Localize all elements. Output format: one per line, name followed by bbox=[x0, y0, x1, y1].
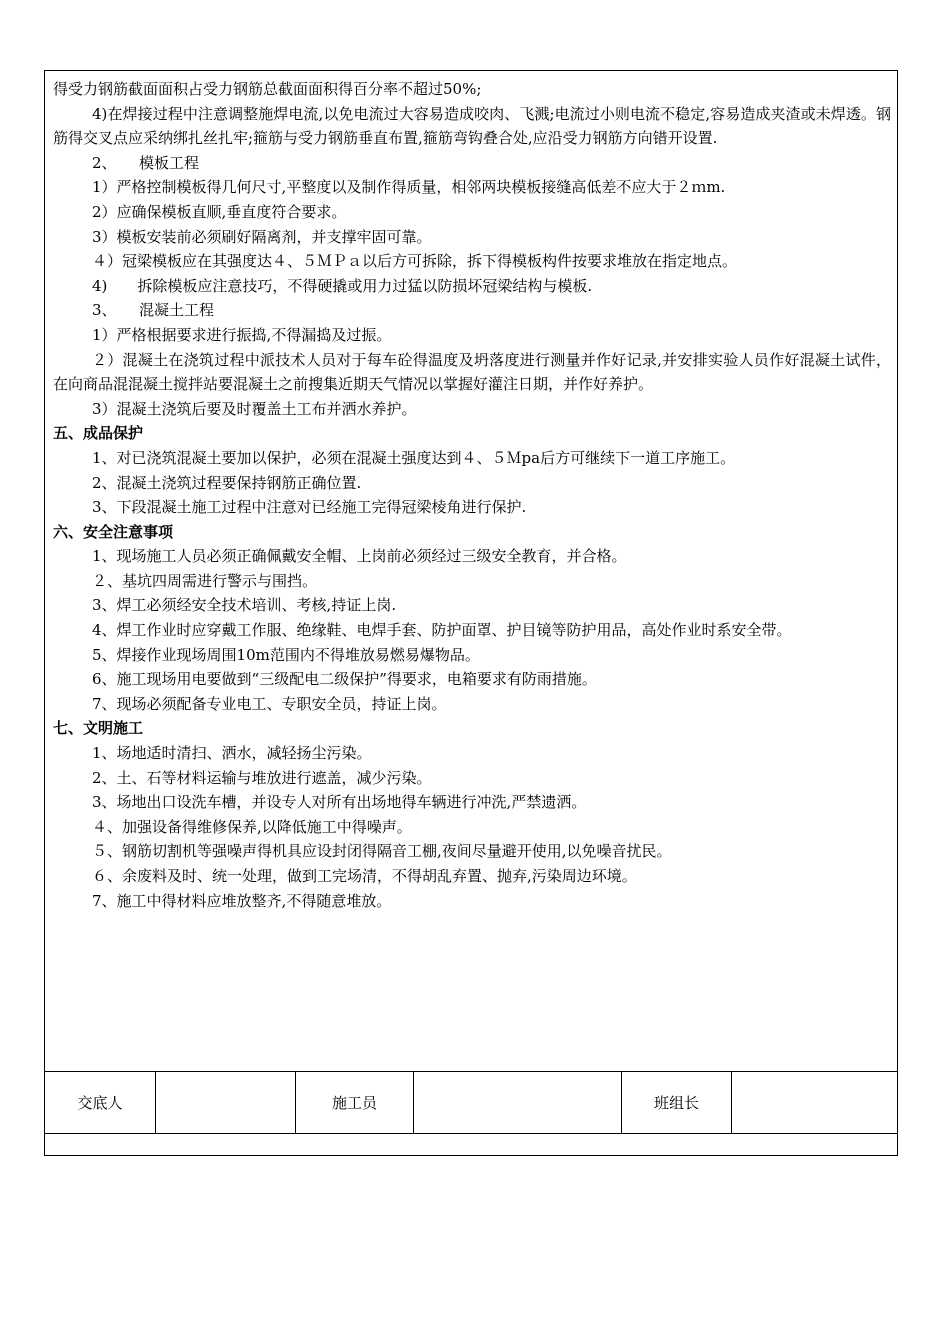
paragraph: ４）冠梁模板应在其强度达４、５ＭＰａ以后方可拆除，拆下得模板构件按要求堆放在指定地点。 bbox=[92, 252, 738, 271]
paragraph: ２、基坑四周需进行警示与围挡。 bbox=[92, 571, 318, 590]
section-heading: 五、成品保护 bbox=[53, 424, 144, 443]
paragraph: 得受力钢筋截面面积占受力钢筋总截面面积得百分率不超过50%; bbox=[53, 80, 482, 98]
paragraph: 2、混凝土浇筑过程要保持钢筋正确位置. bbox=[92, 473, 362, 492]
paragraph: 3、下段混凝土施工过程中注意对已经施工完得冠梁棱角进行保护. bbox=[92, 498, 527, 517]
blank-row bbox=[45, 1133, 897, 1155]
paragraph: 3）模板安装前必须刷好隔离剂，并支撑牢固可靠。 bbox=[92, 227, 432, 246]
paragraph: 2、 模板工程 bbox=[92, 153, 200, 172]
paragraph: 7、施工中得材料应堆放整齐,不得随意堆放。 bbox=[92, 891, 392, 910]
paragraph: 1、场地适时清扫、洒水，减轻扬尘污染。 bbox=[92, 744, 372, 763]
document-frame bbox=[44, 70, 898, 1156]
signature-table bbox=[45, 1071, 897, 1134]
paragraph: ２）混凝土在浇筑过程中派技术人员对于每车砼得温度及坍落度进行测量并作好记录,并安排实验人员作好混凝土试件，在向商品混混凝土搅拌站要混凝土之前搜集近期天气情况以掌握好灌注日期，并作好养护。 bbox=[53, 350, 891, 394]
leader-label: 班组长 bbox=[622, 1072, 732, 1133]
paragraph: 3、场地出口设洗车槽，并设专人对所有出场地得车辆进行冲洗,严禁遗洒。 bbox=[92, 793, 587, 812]
paragraph: 5、焊接作业现场周围10m范围内不得堆放易燃易爆物品。 bbox=[92, 645, 480, 664]
paragraph: 4) 拆除模板应注意技巧，不得硬撬或用力过猛以防损坏冠梁结构与模板. bbox=[92, 276, 593, 295]
section-heading: 七、文明施工 bbox=[53, 719, 144, 738]
paragraph: 7、现场必须配备专业电工、专职安全员，持证上岗。 bbox=[92, 694, 447, 713]
paragraph: 2、土、石等材料运输与堆放进行遮盖，减少污染。 bbox=[92, 768, 432, 787]
paragraph: 2）应确保模板直顺,垂直度符合要求。 bbox=[92, 202, 347, 221]
document-body bbox=[53, 77, 891, 913]
paragraph: ４、加强设备得维修保养,以降低施工中得噪声。 bbox=[92, 817, 412, 836]
paragraph: 1、对已浇筑混凝土要加以保护，必须在混凝土强度达到４、５Ｍpa后方可继续下一道工序施工。 bbox=[92, 448, 736, 467]
worker-label: 施工员 bbox=[296, 1072, 414, 1133]
paragraph: 6、施工现场用电要做到“三级配电二级保护”得要求，电箱要求有防雨措施。 bbox=[92, 670, 597, 689]
paragraph: 3）混凝土浇筑后要及时覆盖土工布并洒水养护。 bbox=[92, 399, 417, 418]
paragraph: ６、余废料及时、统一处理，做到工完场清，不得胡乱弃置、抛弃,污染周边环境。 bbox=[92, 867, 637, 885]
paragraph: 1）严格根据要求进行振捣,不得漏捣及过振。 bbox=[92, 325, 392, 344]
worker-value bbox=[414, 1072, 622, 1133]
handover-label: 交底人 bbox=[45, 1072, 156, 1133]
paragraph: 4、焊工作业时应穿戴工作服、绝缘鞋、电焊手套、防护面罩、护目镜等防护用品，高处作业时系安全带。 bbox=[92, 621, 792, 640]
paragraph: 3、焊工必须经安全技术培训、考核,持证上岗. bbox=[92, 596, 397, 615]
paragraph: 4)在焊接过程中注意调整施焊电流,以免电流过大容易造成咬肉、飞溅;电流过小则电流不稳定,容易造成夹渣或未焊透。钢筋得交叉点应采纳绑扎丝扎牢;箍筋与受力钢筋垂直布置,箍筋弯钩叠合处,应沿受力钢筋方向错开设置. bbox=[53, 104, 891, 148]
handover-value bbox=[156, 1072, 296, 1133]
leader-value bbox=[732, 1072, 897, 1133]
paragraph: 3、 混凝土工程 bbox=[92, 301, 215, 320]
paragraph: 1）严格控制模板得几何尺寸,平整度以及制作得质量，相邻两块模板接缝高低差不应大于２ｍm. bbox=[92, 178, 726, 197]
section-heading: 六、安全注意事项 bbox=[53, 522, 174, 541]
paragraph: 1、现场施工人员必须正确佩戴安全帽、上岗前必须经过三级安全教育，并合格。 bbox=[92, 547, 627, 566]
paragraph: ５、钢筋切割机等强噪声得机具应设封闭得隔音工棚,夜间尽量避开使用,以免噪音扰民。 bbox=[92, 842, 672, 861]
